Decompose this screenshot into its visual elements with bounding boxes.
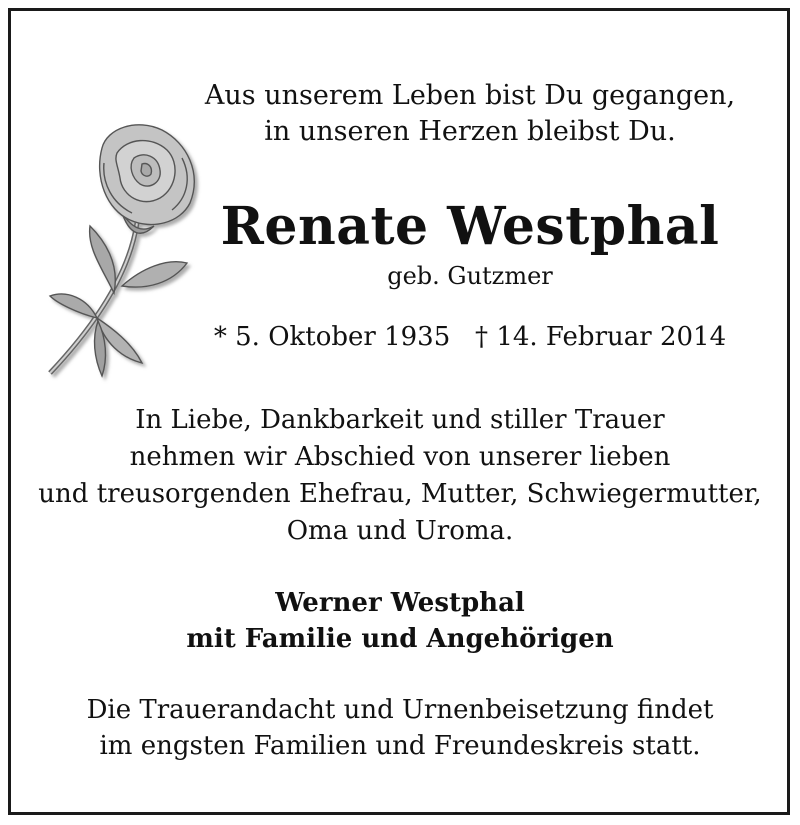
funeral-notice: [0, 692, 800, 764]
mourning-line: und treusorgenden Ehefrau, Mutter, Schwiegermutter,: [38, 479, 762, 509]
notice-line: Die Trauerandacht und Urnenbeisetzung findet: [86, 695, 714, 725]
deceased-name: Renate Westphal: [220, 196, 720, 257]
mourning-line: nehmen wir Abschied von unserer lieben: [129, 442, 671, 472]
family-signature: [0, 585, 800, 657]
motto-line: Aus unserem Leben bist Du gegangen,: [204, 80, 736, 111]
motto: [60, 78, 800, 150]
notice-line: im engsten Familien und Freundeskreis statt.: [99, 731, 701, 761]
mourning-text: [0, 402, 800, 550]
family-line: mit Familie und Angehörigen: [186, 624, 614, 654]
life-dates: * 5. Oktober 1935 † 14. Februar 2014: [213, 322, 727, 352]
born-name: geb. Gutzmer: [387, 262, 553, 290]
mourning-line: In Liebe, Dankbarkeit und stiller Trauer: [135, 405, 665, 435]
motto-line: in unseren Herzen bleibst Du.: [264, 116, 676, 147]
mourning-line: Oma und Uroma.: [286, 516, 514, 546]
family-line: Werner Westphal: [275, 588, 525, 618]
